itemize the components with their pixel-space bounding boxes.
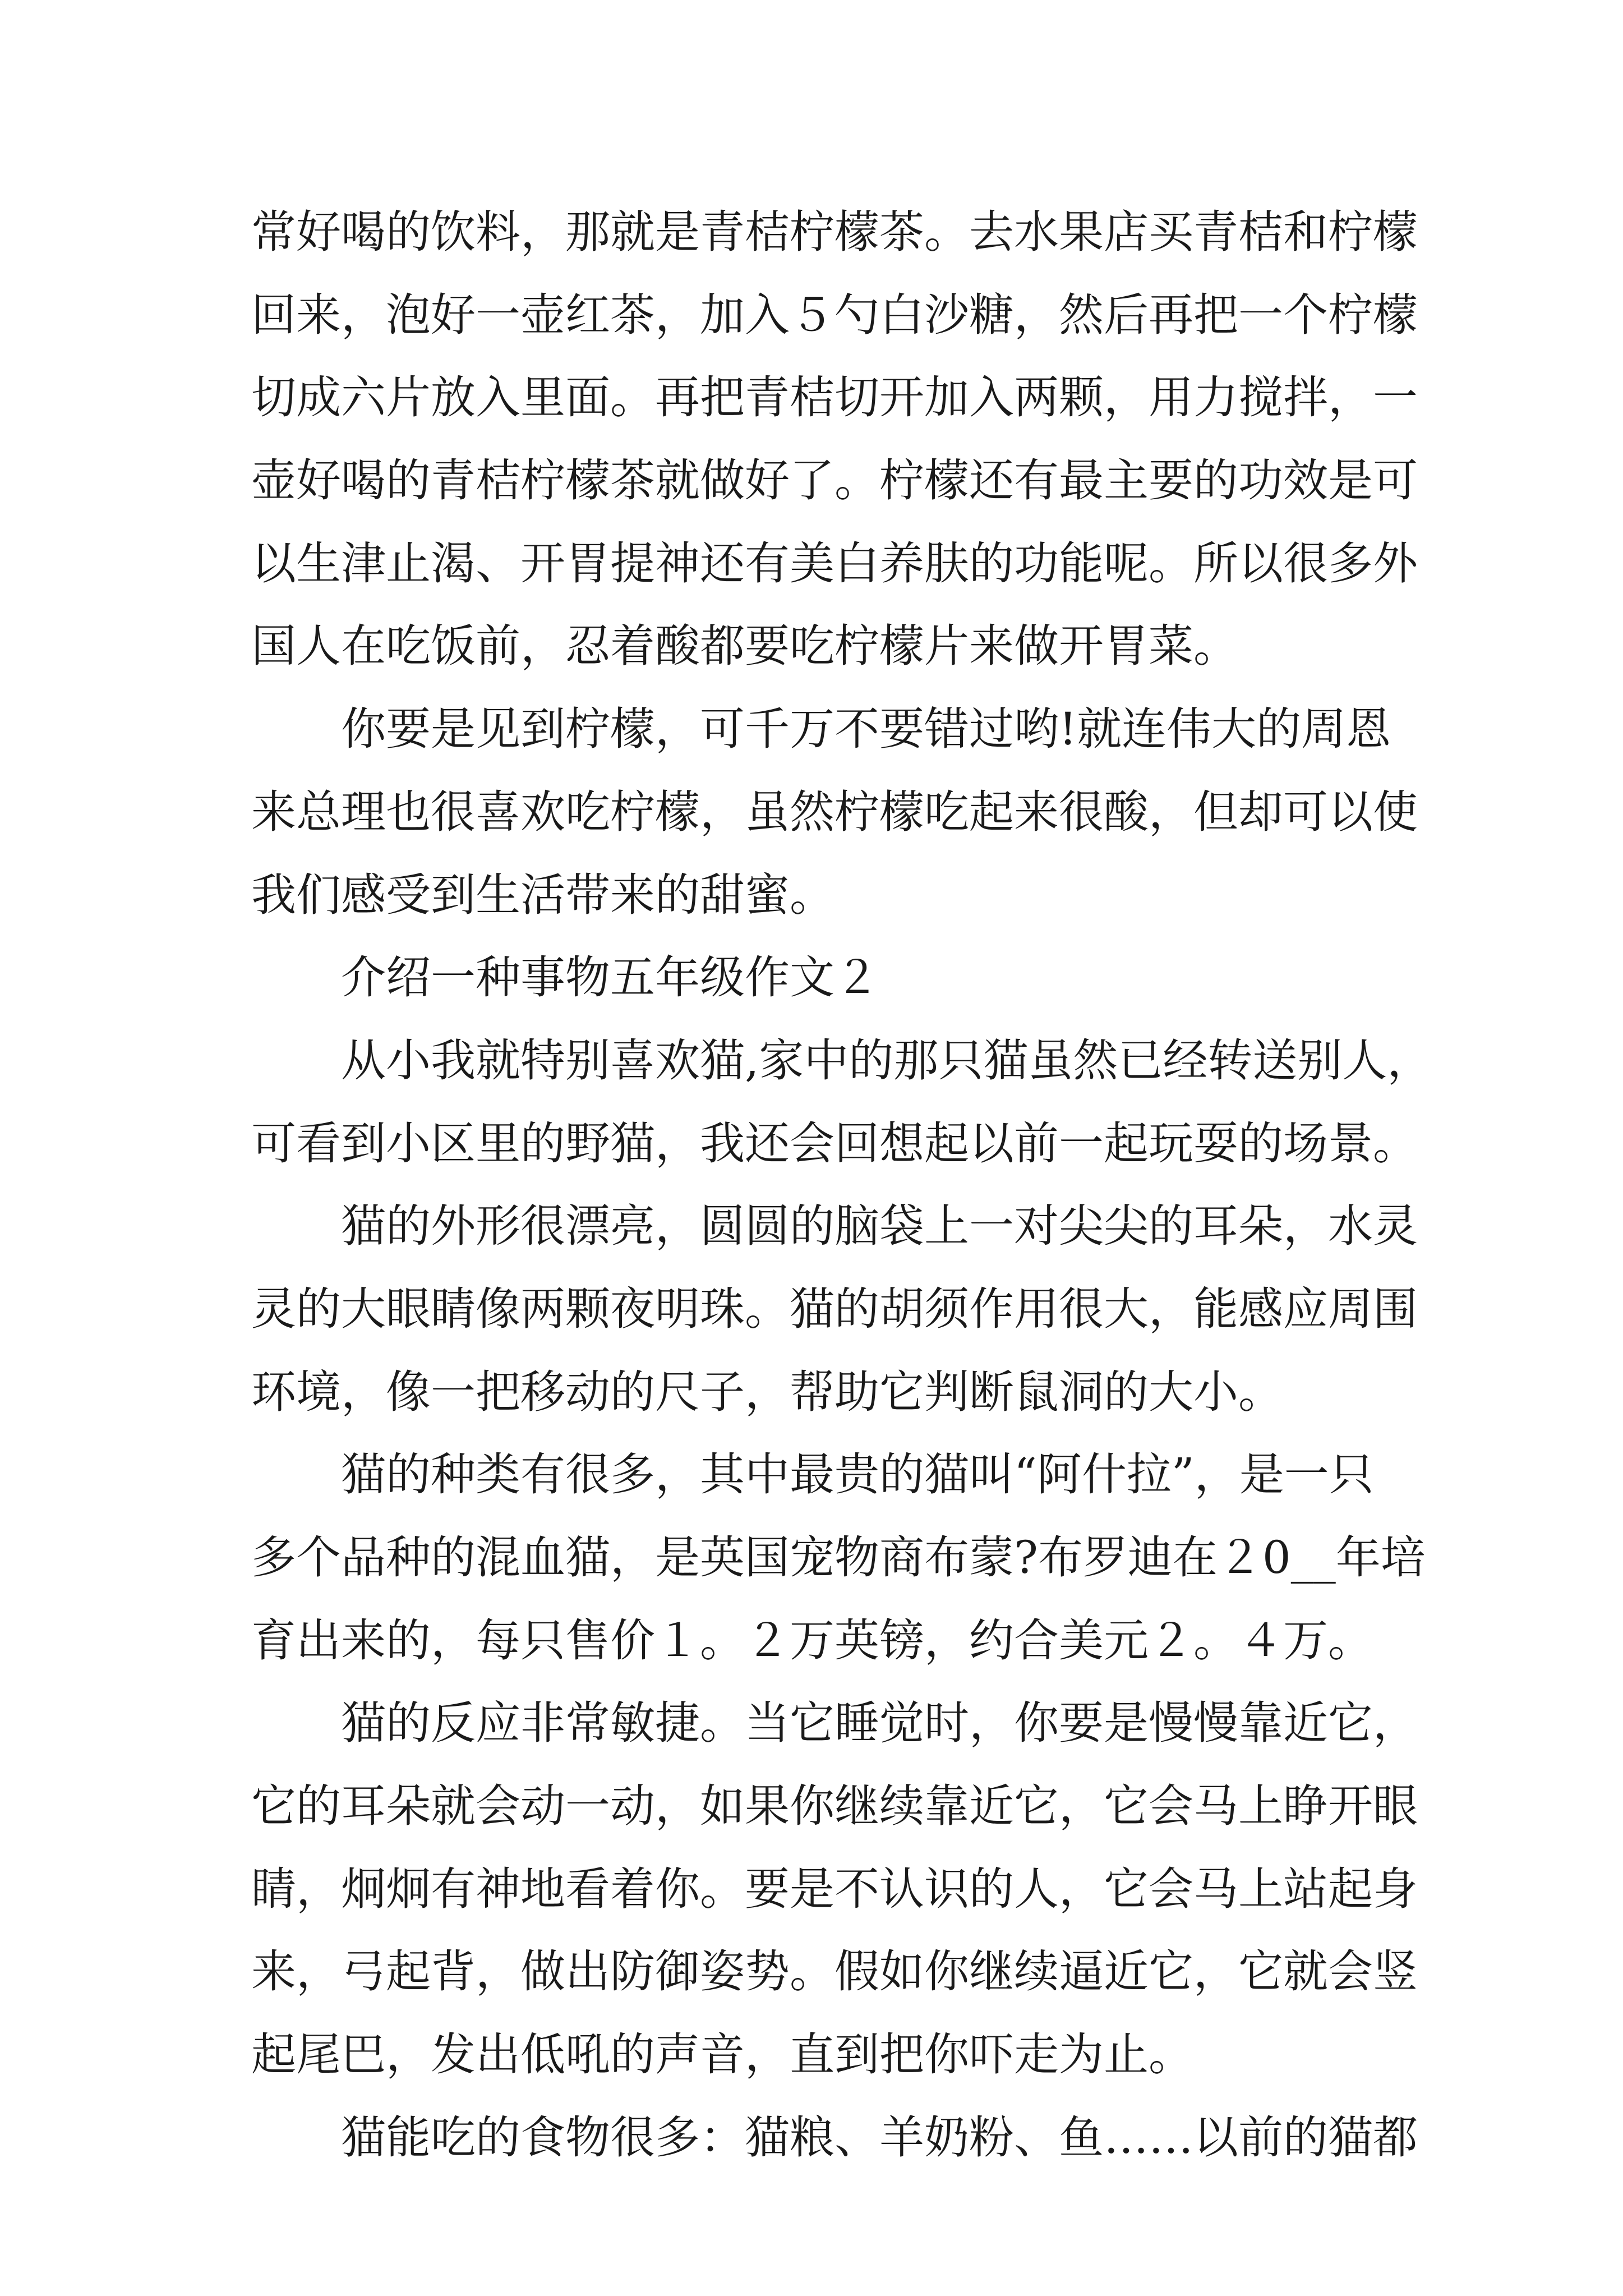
paragraph-start-line: 猫的种类有很多，其中最贵的猫叫“阿什拉”，是一只 — [341, 1448, 1374, 1501]
text-line: 切成六片放入里面。再把青桔切开加入两颗，用力搅拌，一 — [251, 371, 1418, 424]
paragraph-start-line: 你要是见到柠檬，可千万不要错过哟!就连伟大的周恩 — [341, 703, 1391, 756]
document-body — [251, 191, 1432, 2179]
text-line: 回来，泡好一壶红茶，加入５勺白沙糖，然后再把一个柠檬 — [251, 288, 1418, 341]
text-line: 育出来的，每只售价１。２万英镑，约合美元２。４万。 — [251, 1614, 1373, 1667]
section-heading: 介绍一种事物五年级作文２ — [341, 951, 879, 1004]
text-line: 起尾巴，发出低吼的声音，直到把你吓走为止。 — [251, 2028, 1193, 2081]
text-line: 睛，炯炯有神地看着你。要是不认识的人，它会马上站起身 — [251, 1862, 1418, 1915]
text-line: 来，弓起背，做出防御姿势。假如你继续逼近它，它就会竖 — [251, 1945, 1418, 1998]
text-line: 常好喝的饮料，那就是青桔柠檬茶。去水果店买青桔和柠檬 — [251, 206, 1418, 258]
text-line: 壶好喝的青桔柠檬茶就做好了。柠檬还有最主要的功效是可 — [251, 454, 1418, 507]
paragraph-start-line: 从小我就特别喜欢猫,家中的那只猫虽然已经转送别人， — [341, 1034, 1432, 1087]
paragraph-start-line: 猫的外形很漂亮，圆圆的脑袋上一对尖尖的耳朵，水灵 — [341, 1200, 1418, 1253]
text-line: 可看到小区里的野猫，我还会回想起以前一起玩耍的场景。 — [251, 1117, 1418, 1170]
text-line: 灵的大眼睛像两颗夜明珠。猫的胡须作用很大，能感应周围 — [251, 1282, 1418, 1335]
text-line: 它的耳朵就会动一动，如果你继续靠近它，它会马上睁开眼 — [251, 1780, 1418, 1833]
text-line: 以生津止渴、开胃提神还有美白养肤的功能呢。所以很多外 — [251, 537, 1418, 590]
text-line: 多个品种的混血猫，是英国宠物商布蒙?布罗迪在２0__年培 — [251, 1531, 1426, 1584]
text-line: 环境，像一把移动的尺子，帮助它判断鼠洞的大小。 — [251, 1365, 1283, 1418]
text-line: 国人在吃饭前，忍着酸都要吃柠檬片来做开胃菜。 — [251, 620, 1238, 673]
text-line: 我们感受到生活带来的甜蜜。 — [251, 868, 834, 921]
paragraph-start-line: 猫能吃的食物很多：猫粮、羊奶粉、鱼……以前的猫都 — [341, 2111, 1418, 2164]
paragraph-start-line: 猫的反应非常敏捷。当它睡觉时，你要是慢慢靠近它， — [341, 1697, 1418, 1750]
text-line: 来总理也很喜欢吃柠檬，虽然柠檬吃起来很酸，但却可以使 — [251, 785, 1418, 838]
